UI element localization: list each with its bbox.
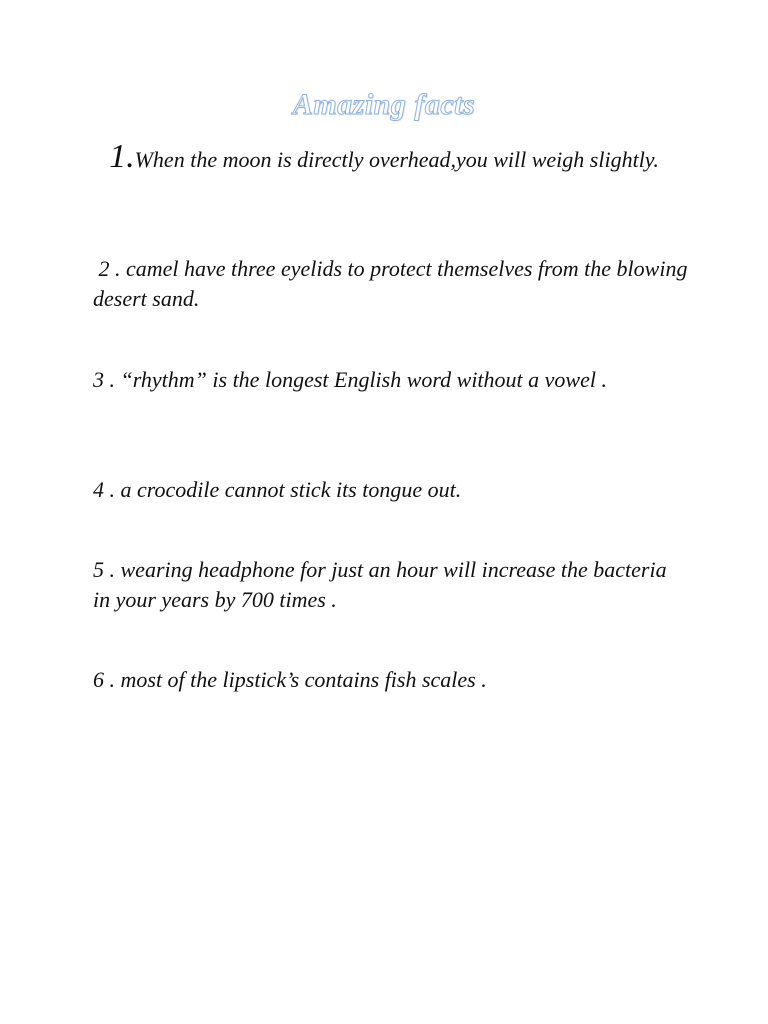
fact-2: 2 . camel have three eyelids to protect themselves from the blowing desert sand. [93,256,693,311]
fact-3: 3 . “rhythm” is the longest English word without a vowel . [93,367,607,392]
fact-4: 4 . a crocodile cannot stick its tongue out. [93,477,462,502]
fact-1-text: When the moon is directly overhead,you will weigh slightly. [134,147,659,172]
page-title: Amazing facts [292,88,476,121]
fact-1 [60,138,708,175]
fact-1-number: 1. [109,138,135,175]
fact-6: 6 . most of the lipstick’s contains fish scales . [93,667,487,692]
fact-5: 5 . wearing headphone for just an hour will increase the bacteria in your years by 700 times . [93,557,667,612]
